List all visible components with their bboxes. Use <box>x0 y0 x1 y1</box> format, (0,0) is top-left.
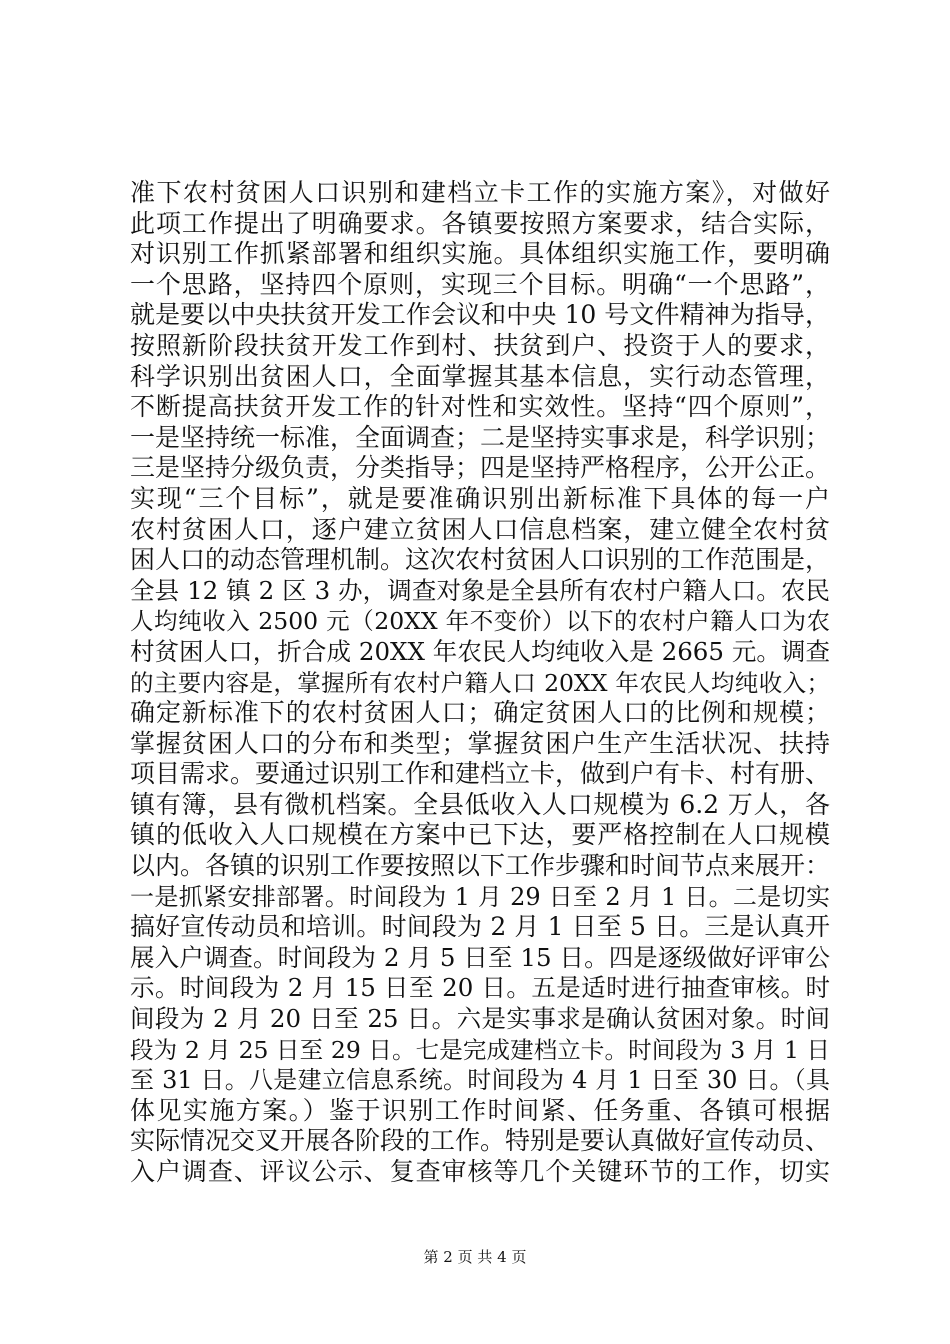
text-line: 至 31 日。八是建立信息系统。时间段为 4 月 1 日至 30 日。（具 <box>130 1066 830 1095</box>
text-line: 全县 12 镇 2 区 3 办，调查对象是全县所有农村户籍人口。农民 <box>130 575 830 605</box>
text-line: 实现“三个目标”，就是要准确识别出新标准下具体的每一户 <box>130 483 830 513</box>
body-text <box>130 178 830 1188</box>
text-line: 示。时间段为 2 月 15 日至 20 日。五是适时进行抽查审核。时 <box>130 973 830 1003</box>
text-line: 农村贫困人口，逐户建立贫困人口信息档案，建立健全农村贫 <box>130 514 830 544</box>
text-line: 三是坚持分级负责，分类指导；四是坚持严格程序，公开公正。 <box>130 453 831 483</box>
text-line: 准下农村贫困人口识别和建档立卡工作的实施方案》，对做好 <box>130 178 830 207</box>
text-line: 段为 2 月 25 日至 29 日。七是完成建档立卡。时间段为 3 月 1 日 <box>130 1035 830 1064</box>
text-line: 人均纯收入 2500 元（20XX 年不变价）以下的农村户籍人口为农 <box>130 607 830 636</box>
text-line: 搞好宣传动员和培训。时间段为 2 月 1 日至 5 日。三是认真开 <box>130 912 830 942</box>
text-line: 确定新标准下的农村贫困人口；确定贫困人口的比例和规模； <box>130 698 830 728</box>
text-line: 一是抓紧安排部署。时间段为 1 月 29 日至 2 月 1 日。二是切实 <box>130 882 830 911</box>
text-line: 科学识别出贫困人口，全面掌握其基本信息，实行动态管理， <box>130 361 830 391</box>
text-line: 体见实施方案。）鉴于识别工作时间紧、任务重、各镇可根据 <box>130 1095 830 1125</box>
text-line: 就是要以中央扶贫开发工作会议和中央 10 号文件精神为指导， <box>130 300 830 330</box>
text-line: 的主要内容是，掌握所有农村户籍人口 20XX 年农民人均纯收入； <box>130 668 830 697</box>
text-line: 项目需求。要通过识别工作和建档立卡，做到户有卡、村有册、 <box>130 759 831 789</box>
text-line: 村贫困人口，折合成 20XX 年农民人均纯收入是 2665 元。调查 <box>130 636 830 666</box>
text-line: 一个思路，坚持四个原则，实现三个目标。明确“一个思路”， <box>130 269 830 299</box>
text-line: 掌握贫困人口的分布和类型；掌握贫困户生产生活状况、扶持 <box>130 728 830 758</box>
text-line: 按照新阶段扶贫开发工作到村、扶贫到户、投资于人的要求， <box>130 330 830 360</box>
text-line: 一是坚持统一标准，全面调查；二是坚持实事求是，科学识别； <box>130 422 831 452</box>
text-line: 镇的低收入人口规模在方案中已下达，要严格控制在人口规模 <box>130 820 830 850</box>
text-line: 入户调查、评议公示、复查审核等几个关键环节的工作，切实 <box>130 1157 830 1186</box>
text-line: 实际情况交叉开展各阶段的工作。特别是要认真做好宣传动员、 <box>130 1126 831 1156</box>
text-line: 镇有簿，县有微机档案。全县低收入人口规模为 6.2 万人，各 <box>130 789 830 819</box>
text-line: 此项工作提出了明确要求。各镇要按照方案要求，结合实际， <box>130 208 830 238</box>
text-line: 困人口的动态管理机制。这次农村贫困人口识别的工作范围是， <box>130 545 831 575</box>
text-line: 间段为 2 月 20 日至 25 日。六是实事求是确认贫困对象。时间 <box>130 1004 830 1034</box>
text-line: 展入户调查。时间段为 2 月 5 日至 15 日。四是逐级做好评审公 <box>130 942 830 972</box>
text-line: 对识别工作抓紧部署和组织实施。具体组织实施工作，要明确 <box>130 239 830 269</box>
text-line: 不断提高扶贫开发工作的针对性和实效性。坚持“四个原则”， <box>130 392 830 422</box>
page-footer: 第 2 页 共 4 页 <box>423 1248 527 1266</box>
text-line: 以内。各镇的识别工作要按照以下工作步骤和时间节点来展开： <box>130 851 831 881</box>
